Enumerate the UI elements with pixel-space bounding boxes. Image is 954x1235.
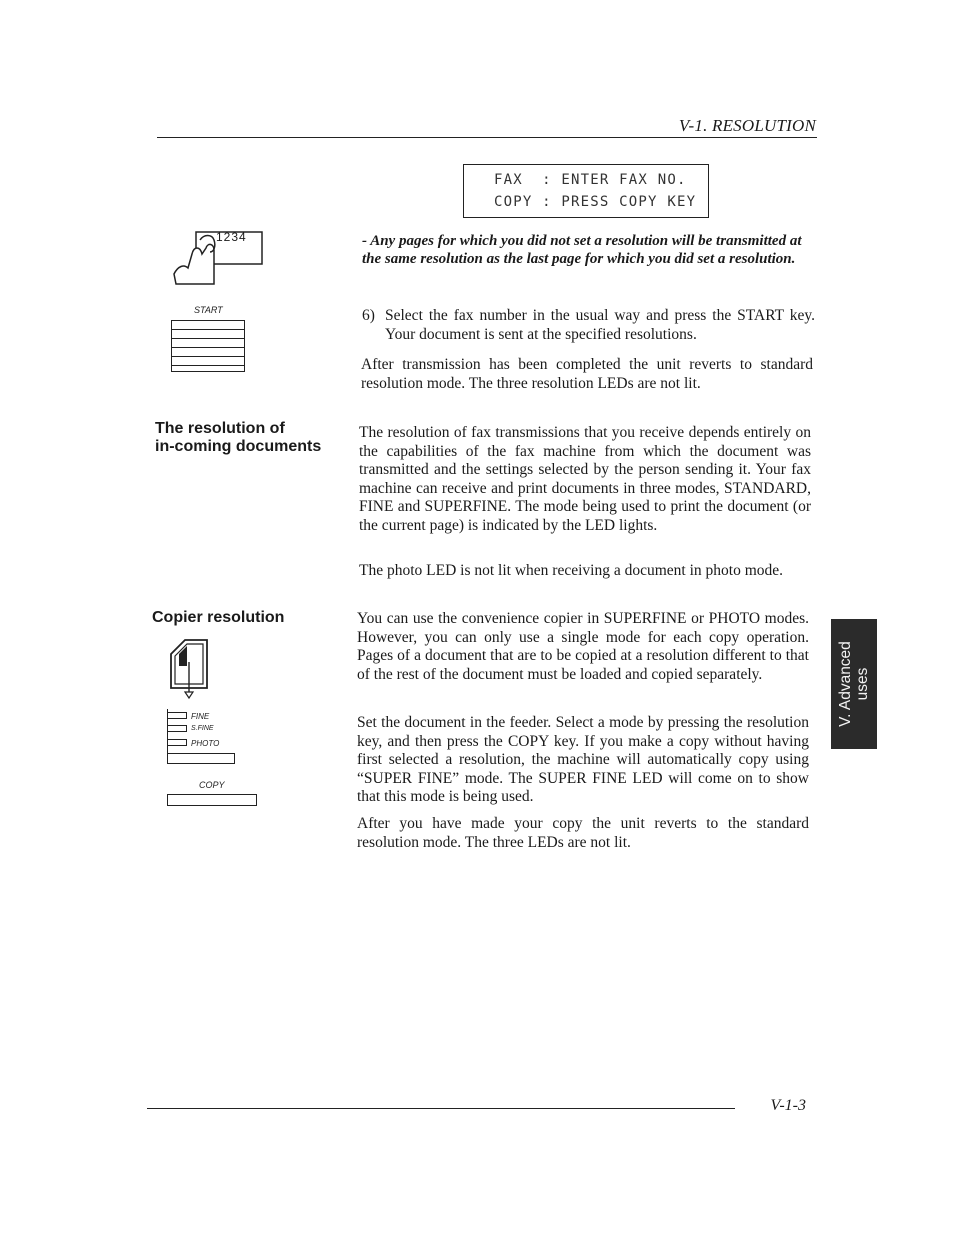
fine-label: FINE (191, 712, 210, 721)
start-key-icon (171, 320, 245, 372)
photo-label: PHOTO (191, 739, 220, 748)
document-icon (167, 636, 215, 700)
document-feed-icon (167, 636, 215, 700)
incoming-heading-line-2: in-coming documents (155, 438, 322, 455)
lcd-line-1: FAX : ENTER FAX NO. (494, 172, 687, 188)
resolution-note: - Any pages for which you did not set a resolution will be transmitted at the same resolution as the last page for which you did set a resolution. (362, 233, 802, 267)
fine-led (167, 712, 187, 719)
resolution-panel (167, 709, 239, 769)
step-6-number: 6) (362, 307, 375, 324)
resolution-key (167, 753, 235, 764)
step-6-text: Select the fax number in the usual way and press the START key. Your document is sent at the specified resolutions. (385, 307, 815, 343)
sfine-led (167, 725, 187, 732)
copier-heading: Copier resolution (152, 609, 285, 626)
lcd-display (463, 164, 709, 218)
sfine-label: S.FINE (191, 725, 214, 732)
incoming-paragraph-2: The photo LED is not lit when receiving a document in photo mode. (359, 562, 784, 579)
copier-paragraph-2: Set the document in the feeder. Select a mode by pressing the resolution key, and then press the COPY key. If you make a copy without having first selected a resolution, the machine will automatically copy using “SUPER FINE” mode. The SUPER FINE LED will come on to show that this mode is being used. (357, 714, 809, 805)
chapter-tab (831, 619, 877, 749)
copier-paragraph-1: You can use the convenience copier in SUPERFINE or PHOTO modes. However, you can only use a single mode for each copy operation. Pages of a document that are to be copied at a resolution different to that of the rest of the document must be loaded and copied separately. (357, 610, 809, 683)
section-title: V-1. RESOLUTION (678, 116, 816, 135)
photo-led (167, 739, 187, 746)
lcd-line-2: COPY : PRESS COPY KEY (494, 194, 697, 210)
incoming-paragraph-1: The resolution of fax transmissions that you receive depends entirely on the capabilities of the fax machine from which the document was transmitted and the settings selected by the person sending it. Your fax machine can receive and print documents in three modes, STANDARD, FINE and SUPERFINE. The mode being used to print the document (or the current page) is indicated by the LED lights. (359, 424, 811, 534)
copier-paragraph-3: After you have made your copy the unit reverts to the standard resolution mode. The three LEDs are not lit. (357, 815, 809, 851)
chapter-tab-label (837, 641, 871, 727)
after-transmission-text: After transmission has been completed the unit reverts to standard resolution mode. The three resolution LEDs are not lit. (361, 356, 813, 392)
keypad-digits: 1234 (216, 230, 247, 244)
header-rule (157, 137, 817, 138)
page-number: V-1-3 (770, 1097, 806, 1114)
start-key-label: START (194, 305, 223, 315)
chapter-tab-line-1: V. Advanced (837, 641, 854, 727)
chapter-tab-line-2: uses (854, 667, 871, 701)
incoming-heading-line-1: The resolution of (155, 420, 285, 437)
incoming-heading (155, 420, 345, 456)
keypad-press-icon (170, 226, 270, 290)
copy-key-label: COPY (199, 780, 225, 790)
footer-rule (147, 1108, 735, 1109)
copy-key (167, 794, 257, 806)
